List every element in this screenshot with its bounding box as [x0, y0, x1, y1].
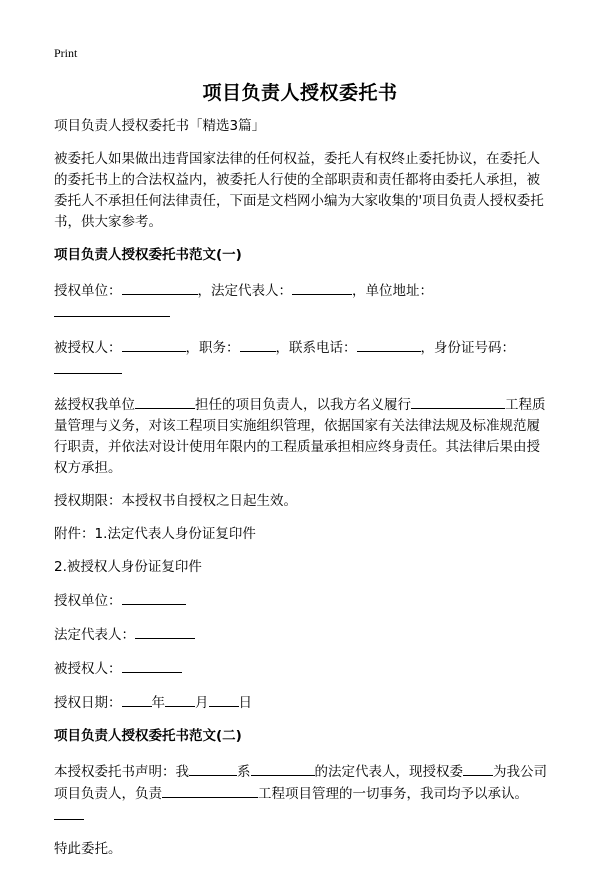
- day-label: 日: [238, 695, 252, 711]
- address-blank: [54, 302, 170, 317]
- body-blank-2: [411, 394, 505, 409]
- grantee-info-line: [54, 337, 549, 381]
- sign-legal-label: 法定代表人：: [54, 627, 135, 643]
- decl-part-e: 工程项目管理的一切事务，我司均予以承认。: [258, 786, 528, 802]
- sign-legal-line: [54, 624, 549, 646]
- decl-part-d: 为我公司项目负责人，负责: [54, 764, 547, 802]
- attachment-1: 附件：1.法定代表人身份证复印件: [54, 526, 256, 542]
- year-blank: [122, 692, 152, 707]
- grantee-blank: [122, 337, 186, 352]
- body-blank-1: [135, 394, 195, 409]
- attachment-2: 2.被授权人身份证复印件: [54, 559, 202, 575]
- decl-blank-1: [189, 761, 237, 776]
- sign-grantee-blank: [122, 658, 182, 673]
- id-label: ，身份证号码：: [420, 340, 515, 356]
- year-label: 年: [151, 695, 165, 711]
- decl-blank-3: [463, 761, 493, 776]
- sign-unit-blank: [122, 590, 186, 605]
- sign-grantee-line: [54, 658, 549, 680]
- date-label: 授权日期：: [54, 695, 122, 711]
- decl-part-b: 系: [237, 764, 251, 780]
- grantee-label: 被授权人：: [54, 340, 122, 356]
- section1-heading: 项目负责人授权委托书范文(一): [54, 247, 242, 263]
- address-label: ，单位地址：: [352, 283, 433, 299]
- sign-grantee-label: 被授权人：: [54, 661, 122, 677]
- term-line: 授权期限：本授权书自授权之日起生效。: [54, 493, 297, 509]
- sign-unit-label: 授权单位：: [54, 593, 122, 609]
- unit-blank: [122, 280, 198, 295]
- document-subtitle: 项目负责人授权委托书「精选3篇」: [54, 118, 266, 134]
- decl-blank-4: [162, 783, 258, 798]
- body-part3: 工程质量管理与义务，对该工程项目实施组织管理，依据国家有关法律法规及标准规范履行职责，并依法对设计使用年限内的工程质量承担相应终身责任。其法律后果由授权方承担。: [54, 397, 546, 476]
- id-blank: [54, 359, 122, 374]
- phone-blank: [357, 337, 421, 352]
- decl-part-c: 的法定代表人，现授权委: [314, 764, 463, 780]
- month-blank: [165, 692, 195, 707]
- document-body: [54, 116, 549, 872]
- decl-part-a: 本授权委托书声明：我: [54, 764, 189, 780]
- document-title: 项目负责人授权委托书: [202, 82, 398, 104]
- intro-paragraph: 被委托人如果做出违背国家法律的任何权益，委托人有权终止委托协议，在委托人的委托书上的合法权益内，被委托人行使的全部职责和责任都将由委托人承担，被委托人不承担任何法律责任，下面是文档网小编为大家收集的'项目负责人授权委托书，供大家参考。: [54, 151, 544, 230]
- position-blank: [240, 337, 276, 352]
- body-part1: 兹授权我单位: [54, 397, 135, 413]
- sign-legal-blank: [135, 624, 195, 639]
- authorization-paragraph: [54, 394, 549, 479]
- sign-unit-line: [54, 590, 549, 612]
- phone-label: ，联系电话：: [275, 340, 357, 356]
- body-part2: 担任的项目负责人，以我方名义履行: [195, 397, 411, 413]
- decl-blank-2: [251, 761, 315, 776]
- date-line: [54, 692, 549, 714]
- month-label: 月: [195, 695, 209, 711]
- legal-rep-label: ，法定代表人：: [197, 283, 292, 299]
- print-link[interactable]: Print: [54, 46, 78, 60]
- section2-heading: 项目负责人授权委托书范文(二): [54, 728, 242, 744]
- position-label: ，职务：: [185, 340, 240, 356]
- unit-label: 授权单位：: [54, 283, 122, 299]
- day-blank: [209, 692, 239, 707]
- legal-rep-blank: [292, 280, 352, 295]
- decl-blank-5: [54, 805, 84, 820]
- declaration-paragraph: [54, 761, 549, 827]
- closing-line: 特此委托。: [54, 841, 122, 857]
- unit-info-line: [54, 280, 549, 324]
